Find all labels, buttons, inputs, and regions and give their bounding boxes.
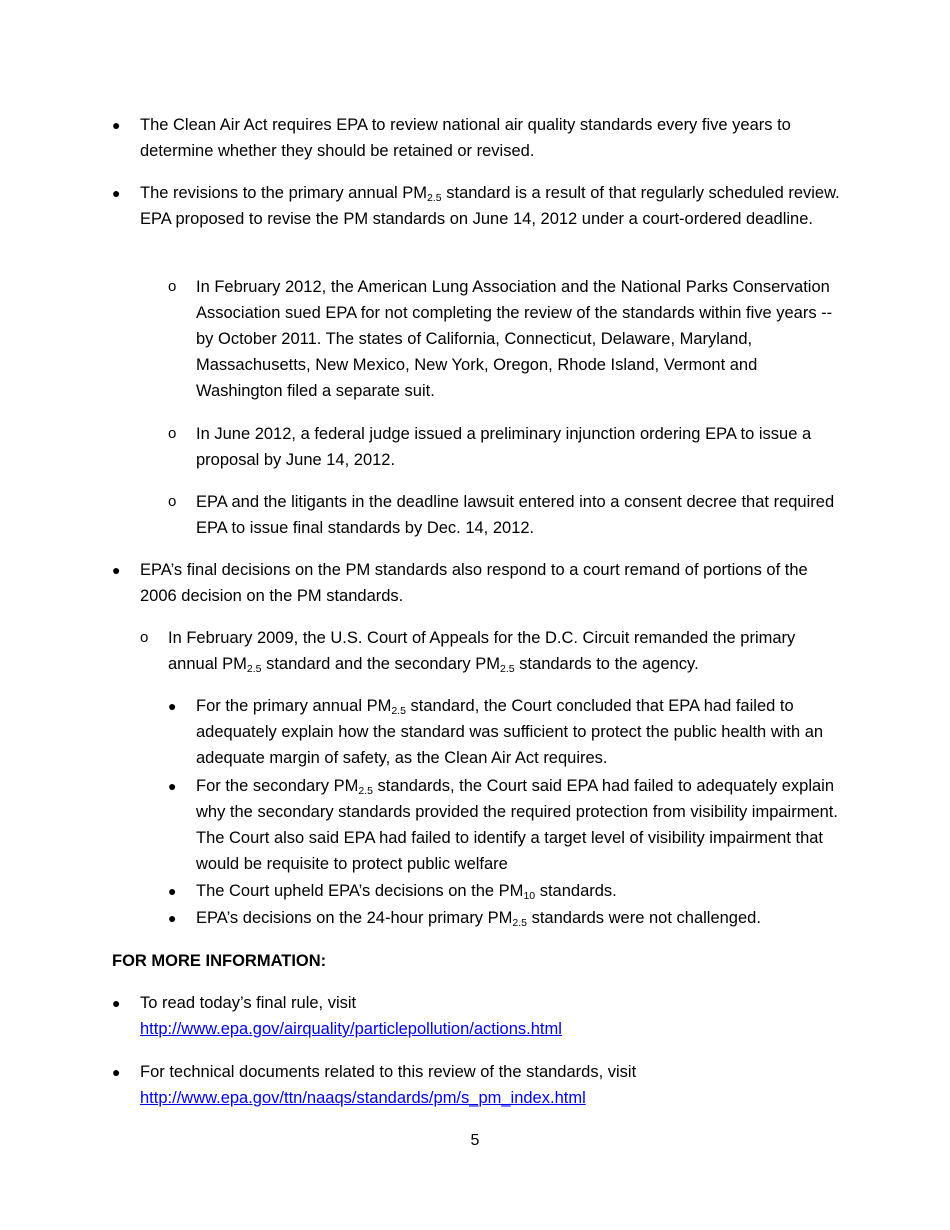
bullet-marker: ● [112, 995, 121, 1011]
section-heading-more-info: FOR MORE INFORMATION: [112, 952, 327, 970]
subitem-consent-decree: EPA and the litigants in the deadline lawsuit entered into a consent decree that required EPA to issue final standards by Dec. 14, 2012. [196, 493, 835, 537]
info-technical-documents [140, 1059, 840, 1111]
detail-secondary: For the secondary $PM_{2.5}$ standards, the Court said EPA had failed to adequately explain why the secondary standards provided the required protection from visibility impairment. The Court also said EPA had failed to identify a target level of visibility impairment that would be requisite to protect public welfare [196, 777, 838, 873]
bullet-marker: ● [112, 562, 121, 578]
detail-24-hour: EPA’s decisions on the 24-hour primary $PM_{2.5}$ standards were not challenged. [196, 909, 761, 929]
subitem-lawsuit: In February 2012, the American Lung Association and the National Parks Conservation Association sued EPA for not completing the review of the standards within five years -- by October 2011. The states of California, Connecticut, Delaware, Maryland, Massachusetts, New Mexico, New York, Oregon, Rhode Island, Vermont and Washington filed a separate suit. [196, 278, 833, 400]
bullet-marker: ● [112, 117, 121, 133]
bullet-marker: ● [168, 883, 177, 899]
bullet-revisions: The revisions to the primary annual $PM_{2.5}$ standard is a result of that regularly scheduled review. EPA proposed to revise the PM standards on June 14, 2012 under a court-ordered deadline. [140, 184, 840, 228]
final-rule-link[interactable]: http://www.epa.gov/airquality/particlepollution/actions.html [140, 1020, 562, 1038]
bullet-clean-air-act: The Clean Air Act requires EPA to review national air quality standards every five years to determine whether they should be retained or revised. [140, 116, 791, 160]
bullet-marker: ● [168, 778, 177, 794]
bullet-marker: ● [168, 698, 177, 714]
info-technical-documents-text: For technical documents related to this review of the standards, visit [140, 1063, 637, 1081]
circle-marker: o [140, 629, 149, 646]
info-final-rule-text: To read today’s final rule, visit [140, 994, 357, 1012]
subitem-injunction: In June 2012, a federal judge issued a preliminary injunction ordering EPA to issue a proposal by June 14, 2012. [196, 425, 812, 469]
circle-marker: o [168, 278, 177, 295]
page-number: 5 [470, 1132, 480, 1149]
circle-marker: o [168, 493, 177, 510]
bullet-marker: ● [112, 1064, 121, 1080]
bullet-marker: ● [168, 910, 177, 926]
bullet-court-remand: EPA’s final decisions on the PM standards also respond to a court remand of portions of the 2006 decision on the PM standards. [140, 561, 808, 605]
bullet-marker: ● [112, 185, 121, 201]
detail-pm10: The Court upheld EPA’s decisions on the $PM_{10}$ standards. [196, 882, 617, 902]
info-final-rule [140, 990, 840, 1042]
detail-primary-annual: For the primary annual $PM_{2.5}$ standard, the Court concluded that EPA had failed to adequately explain how the standard was sufficient to protect the public health with an adequate margin of safety, as the Clean Air Act requires. [196, 697, 824, 767]
circle-marker: o [168, 425, 177, 442]
technical-documents-link[interactable]: http://www.epa.gov/ttn/naaqs/standards/pm/s_pm_index.html [140, 1089, 586, 1107]
subitem-court-of-appeals: In February 2009, the U.S. Court of Appeals for the D.C. Circuit remanded the primary annual $PM_{2.5}$ standard and the secondary $PM_{2.5}$ standards to the agency. [168, 629, 796, 675]
